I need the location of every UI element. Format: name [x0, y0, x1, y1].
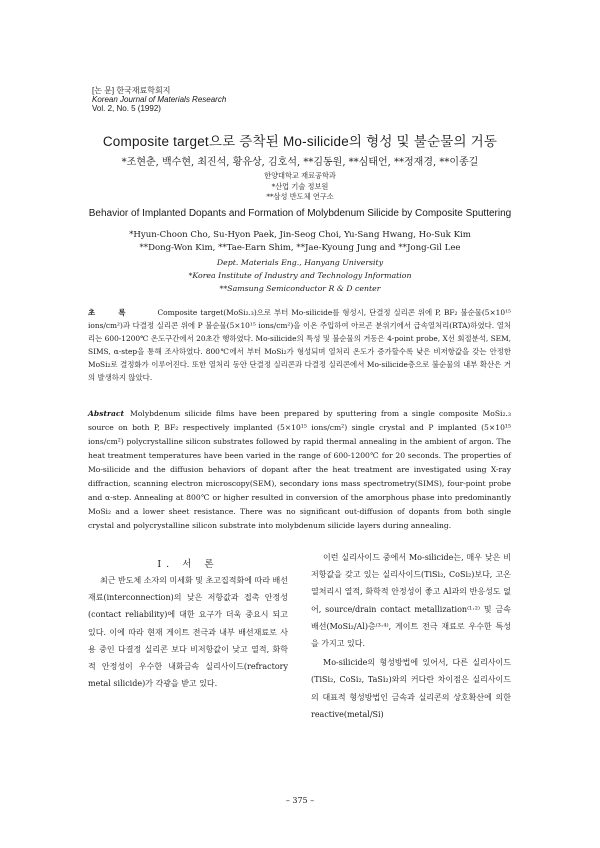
english-title: Behavior of Implanted Dopants and Formation of Molybdenum Silicide by Composite Sputtering: [88, 208, 512, 219]
journal-volume: Vol. 2, No. 5 (1992): [92, 104, 161, 113]
korean-abstract: [88, 306, 511, 384]
english-abstract-label: Abstract: [88, 409, 125, 418]
korean-affiliation-1: 한양대학교 재료공학과: [264, 171, 336, 180]
page-number: – 375 –: [285, 796, 315, 805]
journal-name: Korean Journal of Materials Research: [92, 95, 227, 104]
english-affiliation-1: Dept. Materials Eng., Hanyang University: [216, 258, 384, 267]
korean-abstract-text: Composite target(MoSi₂.₃)으로 부터 Mo-silicide를 형성시, 단결정 실리콘 위에 P, BF₂ 불순물(5×10¹⁵ ions/cm²)과 다결정 실리콘 위에 P 불순물(5×10¹⁵ ions/cm²)을 이온 주입하여 아르곤 분위기에서 급속열처리(RTA)하였다. 열처리는 600-1200℃ 온도구간에서 20초간 행하였다. Mo-silicide의 특성 및 불순물의 거동은 4-point probe, X선 회절분석, SEM, SIMS, α-step을 통해 조사하였다. 800℃에서 부터 MoSi₂가 형성되며 열처리 온도가 증가할수록 낮은 비저항값을 갖는 안정한 MoSi₂로 결정화가 이루어진다. 또한 열처리 동안 단결정 실리콘과 다결정 실리콘에서 Mo-silicide층으로 불순물의 내부 확산은 거의 발생하지 않았다.: [88, 308, 511, 382]
english-affiliation-2: *Korea Institute of Industry and Technology Information: [188, 271, 412, 280]
korean-title: Composite target으로 증착된 Mo-silicide의 형성 및 불순물의 거동: [102, 134, 498, 149]
journal-category: [논 문] 한국재료학회지: [92, 86, 171, 95]
body-paragraph: Mo-silicide의 형성방법에 있어서, 다른 실리사이드(TiSi₂, CoSi₂, TaSi₂)와의 커다란 차이점은 실리사이드의 대표적 형성방법인 금속과 실리콘의 상호확산에 의한 reactive(metal/Si): [311, 658, 511, 719]
section-heading-introduction: I. 서 론: [157, 559, 219, 570]
body-paragraph: 최근 반도체 소자의 미세화 및 초고집적화에 따라 배선재료(interconnection)의 낮은 저항값과 접촉 안정성(contact reliability)에 대한 요구가 더욱 중요시 되고 있다. 이에 따라 현재 게이트 전극과 내부 배선재료로 사용 중인 다결정 실리콘 보다 비저항값이 낮고 열적, 화학적 안정성이 우수한 내화금속 실리사이드(refractory metal silicide)가 각광을 받고 있다.: [88, 576, 288, 689]
english-affiliation-3: **Samsung Semiconductor R & D center: [219, 284, 381, 293]
body-column-right: [311, 549, 511, 723]
english-authors-line-1: *Hyun-Choon Cho, Su-Hyon Paek, Jin-Seog Choi, Yu-Sang Hwang, Ho-Suk Kim: [129, 230, 471, 240]
body-paragraph: 이런 실리사이드 중에서 Mo-silicide는, 매우 낮은 비저항값을 갖고 있는 실리사이드(TiSi₂, CoSi₂)보다, 고온 열처리시 열적, 화학적 안정성이 좋고 Al과의 반응성도 없어, source/drain contact metallization⁽¹·²⁾ 및 금속 배선(MoSi₂/Al)층⁽³·⁴⁾, 게이트 전극 재료로 우수한 특성을 가지고 있다.: [311, 553, 511, 649]
english-authors-line-2: **Dong-Won Kim, **Tae-Earn Shim, **Jae-Kyoung Jung and **Jong-Gil Lee: [139, 243, 461, 253]
journal-header: [92, 86, 226, 113]
english-abstract: [88, 407, 511, 533]
english-abstract-text: Molybdenum silicide films have been prepared by sputtering from a single composite MoSi₂.₃ source on both P, BF₂ respectively implanted (5×10¹⁵ ions/cm²) single crystal and P implanted (5×10¹⁵ ions/cm²) polycrystalline silicon substrates followed by rapid thermal annealing in the ambient of argon. The heat treatment temperatures have been varied in the range of 600-1200℃ for 20 seconds. The properties of Mo-silicide and the diffusion behaviors of dopant after the heat treatment are investigated using X-ray diffraction, scanning electron microscopy(SEM), secondary ions mass spectrometry(SIMS), four-point probe and α-step. Annealing at 800℃ or higher resulted in conversion of the amorphous phase into predominantly MoSi₂ and a lower sheet resistance. There was no significant out-diffusion of dopants from both single crystal and polycrystalline silicon substrate into molybdenum silicide layers during annealing.: [88, 409, 511, 530]
english-authors: [0, 229, 600, 255]
korean-authors: *조현춘, 백수현, 최진석, 황유상, 김호석, **김동원, **심태언, **정재경, **이종길: [121, 157, 479, 168]
korean-affiliation-2: *산업 기술 정보원: [271, 181, 329, 191]
body-column-left: [88, 572, 288, 692]
english-affiliations: [0, 256, 600, 295]
korean-abstract-label: 초 록: [88, 308, 136, 317]
korean-affiliations: [0, 171, 600, 203]
korean-affiliation-3: **삼성 반도체 연구소: [266, 192, 334, 201]
